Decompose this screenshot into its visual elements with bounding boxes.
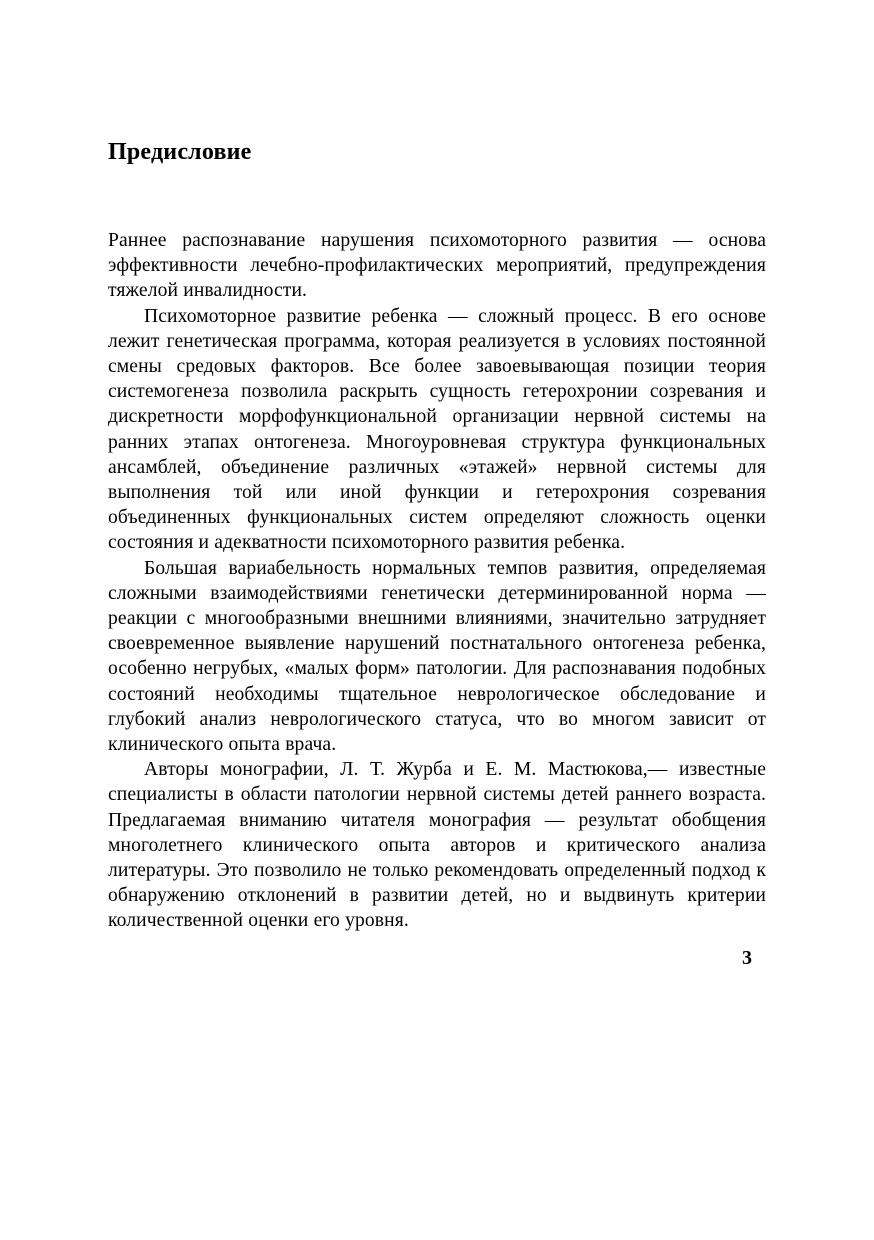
page-number: 3 bbox=[742, 947, 752, 969]
paragraph: Психомоторное развитие ребенка — сложный процесс. В его основе лежит генетическая программа, которая реализуется в условиях постоянной смены средовых факторов. Все более завоевывающая позиции теория системогенеза позволила раскрыть сущность гетерохронии созревания и дискретности морфофункциональной организации нервной системы на ранних этапах онтогенеза. Многоуровневая структура функциональных ансамблей, объединение различных «этажей» нервной системы для выполнения той или иной функции и гетерохрония созревания объединенных функциональных систем определяют сложность оценки состояния и адекватности психомоторного развития ребенка. bbox=[108, 305, 766, 554]
body-text-block bbox=[108, 228, 766, 934]
paragraph: Раннее распознавание нарушения психомоторного развития — основа эффективности лечебно-профилактических мероприятий, предупреждения тяжелой инвалидности. bbox=[108, 230, 766, 302]
paragraph: Большая вариабельность нормальных темпов развития, определяемая сложными взаимодействиями генетически детерминированной норма — реакции с многообразными внешними влияниями, значительно затрудняет своевременное выявление нарушений постнатального онтогенеза ребенка, особенно негрубых, «малых форм» патологии. Для распознавания подобных состояний необходимы тщательное неврологическое обследование и глубокий анализ неврологического статуса, что во многом зависит от клинического опыта врача. bbox=[108, 557, 766, 756]
page-title: Предисловие bbox=[108, 139, 252, 166]
paragraph: Авторы монографии, Л. Т. Журба и Е. М. Мастюкова,— известные специалисты в области патологии нервной системы детей раннего возраста. Предлагаемая вниманию читателя монография — результат обобщения многолетнего клинического опыта авторов и критического анализа литературы. Это позволило не только рекомендовать определенный подход к обнаружению отклонений в развитии детей, но и выдвинуть критерии количественной оценки его уровня. bbox=[108, 759, 766, 932]
